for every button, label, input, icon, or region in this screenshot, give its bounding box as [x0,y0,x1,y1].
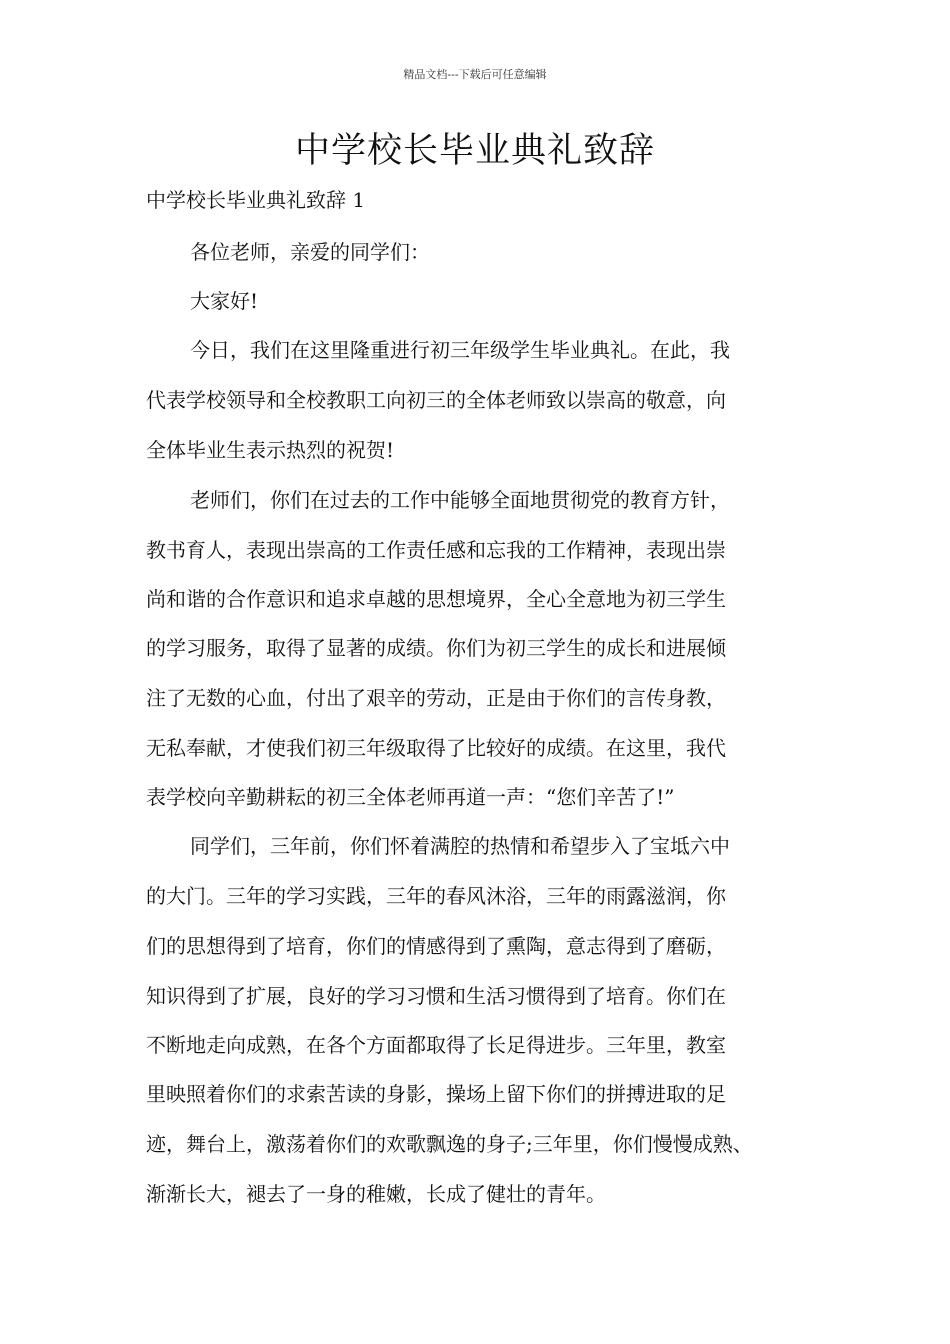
paragraph-line: 老师们，你们在过去的工作中能够全面地贯彻党的教育方针， [190,488,730,512]
paragraph-line: 教书育人，表现出崇高的工作责任感和忘我的工作精神，表现出崇 [146,538,726,562]
paragraph-line: 迹，舞台上，激荡着你们的欢歌飘逸的身子;三年里，你们慢慢成熟、 [146,1132,753,1156]
paragraph-line: 全体毕业生表示热烈的祝贺! [146,438,395,462]
paragraph-line: 渐渐长大，褪去了一身的稚嫩，长成了健壮的青年。 [146,1182,606,1206]
paragraph-line: 今日，我们在这里隆重进行初三年级学生毕业典礼。在此，我 [190,338,730,362]
paragraph-line: 知识得到了扩展，良好的学习习惯和生活习惯得到了培育。你们在 [146,984,726,1008]
document-title: 中学校长毕业典礼致辞 [294,131,655,171]
paragraph-line: 的大门。三年的学习实践，三年的春风沐浴，三年的雨露滋润，你 [146,884,726,908]
paragraph-line: 注了无数的心血，付出了艰辛的劳动，正是由于你们的言传身教， [146,686,726,710]
paragraph-line: 们的思想得到了培育，你们的情感得到了熏陶，意志得到了磨砺， [146,934,726,958]
header-note: 精品文档---下载后可任意编辑 [403,68,547,81]
section-subtitle: 中学校长毕业典礼致辞 1 [146,188,366,212]
paragraph-line: 同学们，三年前，你们怀着满腔的热情和希望步入了宝坻六中 [190,834,730,858]
paragraph-line: 无私奉献，才使我们初三年级取得了比较好的成绩。在这里，我代 [146,736,726,760]
paragraph-line: 代表学校领导和全校教职工向初三的全体老师致以崇高的敬意，向 [146,388,726,412]
greeting: 大家好! [190,289,259,313]
paragraph-line: 不断地走向成熟，在各个方面都取得了长足得进步。三年里，教室 [146,1033,726,1057]
paragraph-line: 表学校向辛勤耕耘的初三全体老师再道一声：“您们辛苦了!” [146,785,675,809]
paragraph-line: 尚和谐的合作意识和追求卓越的思想境界，全心全意地为初三学生 [146,587,726,611]
paragraph-line: 里映照着你们的求索苦读的身影，操场上留下你们的拼搏进取的足 [146,1082,726,1106]
salutation: 各位老师，亲爱的同学们： [190,240,430,264]
paragraph-line: 的学习服务，取得了显著的成绩。你们为初三学生的成长和进展倾 [146,636,726,660]
